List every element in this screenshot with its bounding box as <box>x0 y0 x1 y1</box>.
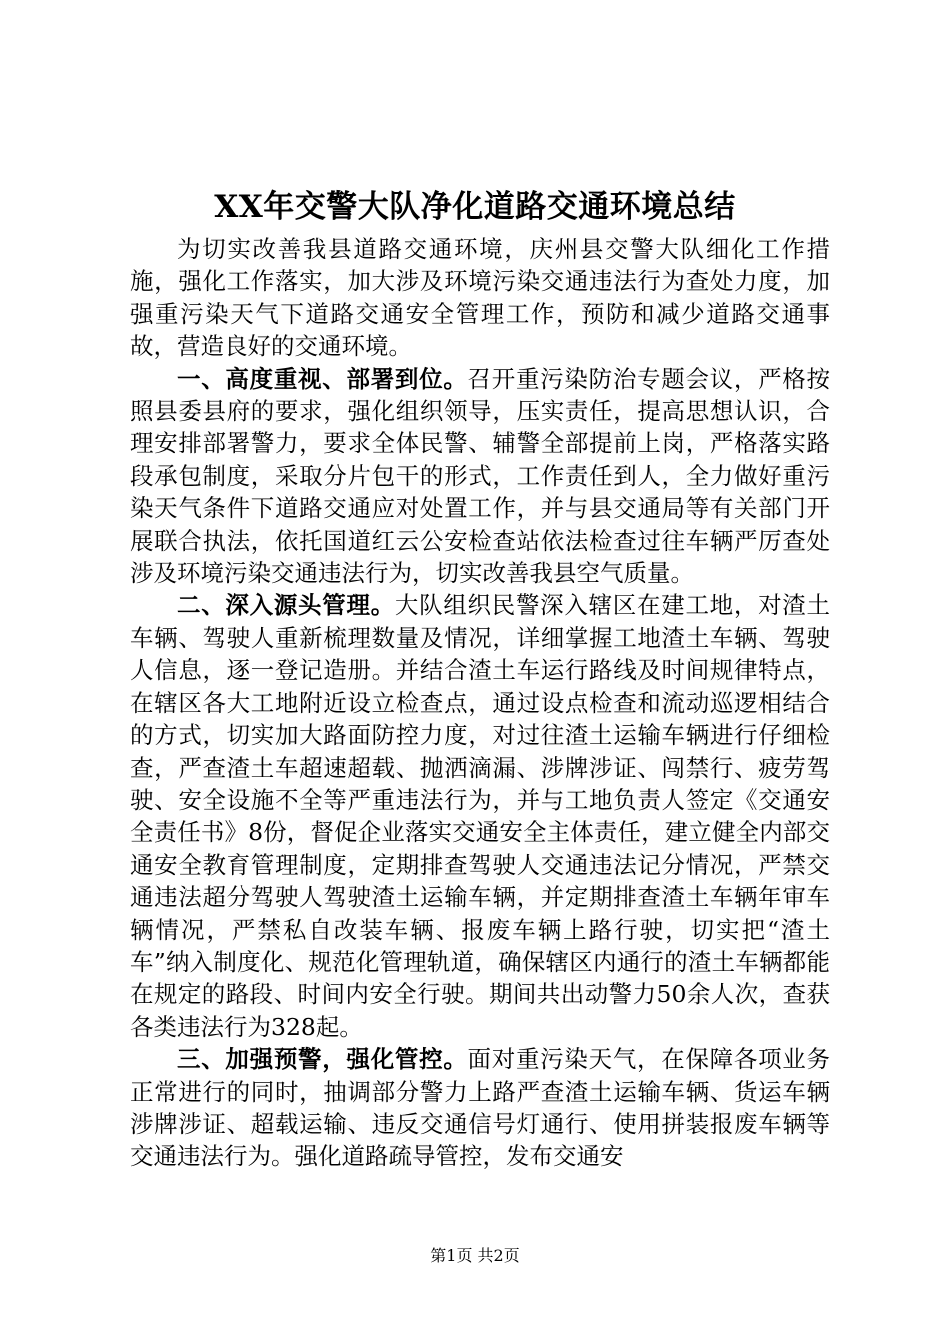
section-heading-3: 三、加强预警，强化管控。 <box>177 1045 468 1074</box>
section-paragraph-2 <box>130 589 830 1043</box>
document-title: XX年交警大队净化道路交通环境总结 <box>214 189 736 225</box>
document-body <box>130 233 830 1173</box>
section-text-3: 面对重污染天气，在保障各项业务正常进行的同时，抽调部分警力上路严查渣土运输车辆、货运车辆涉牌涉证、超载运输、违反交通信号灯通行、使用拼装报废车辆等交通违法行为。强化道路疏导管控，发布交通安 <box>130 1045 831 1171</box>
section-heading-2: 二、深入源头管理。 <box>177 591 395 620</box>
section-paragraph-1 <box>130 363 830 590</box>
section-paragraph-3 <box>130 1043 830 1173</box>
section-text-1: 召开重污染防治专题会议，严格按照县委县府的要求，强化组织领导，压实责任，提高思想认识，合理安排部署警力，要求全体民警、辅警全部提前上岗，严格落实路段承包制度，采取分片包干的形式，工作责任到人，全力做好重污染天气条件下道路交通应对处置工作，并与县交通局等有关部门开展联合执法，依托国道红云公安检查站依法检查过往车辆严厉查处涉及环境污染交通违法行为，切实改善我县空气质量。 <box>130 364 831 588</box>
section-heading-1: 一、高度重视、部署到位。 <box>177 364 468 393</box>
section-text-2: 大队组织民警深入辖区在建工地，对渣土车辆、驾驶人重新梳理数量及情况，详细掌握工地渣土车辆、驾驶人信息，逐一登记造册。并结合渣土车运行路线及时间规律特点，在辖区各大工地附近设立检查点，通过设点检查和流动巡逻相结合的方式，切实加大路面防控力度，对过往渣土运输车辆进行仔细检查，严查渣土车超速超载、抛洒滴漏、涉牌涉证、闯禁行、疲劳驾驶、安全设施不全等严重违法行为，并与工地负责人签定《交通安全责任书》8份，督促企业落实交通安全主体责任，建立健全内部交通安全教育管理制度，定期排查驾驶人交通违法记分情况，严禁交通违法超分驾驶人驾驶渣土运输车辆，并定期排查渣土车辆年审车辆情况，严禁私自改装车辆、报废车辆上路行驶，切实把“渣土车”纳入制度化、规范化管理轨道，确保辖区内通行的渣土车辆都能在规定的路段、时间内安全行驶。期间共出动警力50余人次，查获各类违法行为328起。 <box>130 591 831 1041</box>
page-footer: 第1页 共2页 <box>430 1246 520 1265</box>
intro-paragraph: 为切实改善我县道路交通环境，庆州县交警大队细化工作措施，强化工作落实，加大涉及环境污染交通违法行为查处力度，加强重污染天气下道路交通安全管理工作，预防和减少道路交通事故，营造良好的交通环境。 <box>130 235 830 361</box>
